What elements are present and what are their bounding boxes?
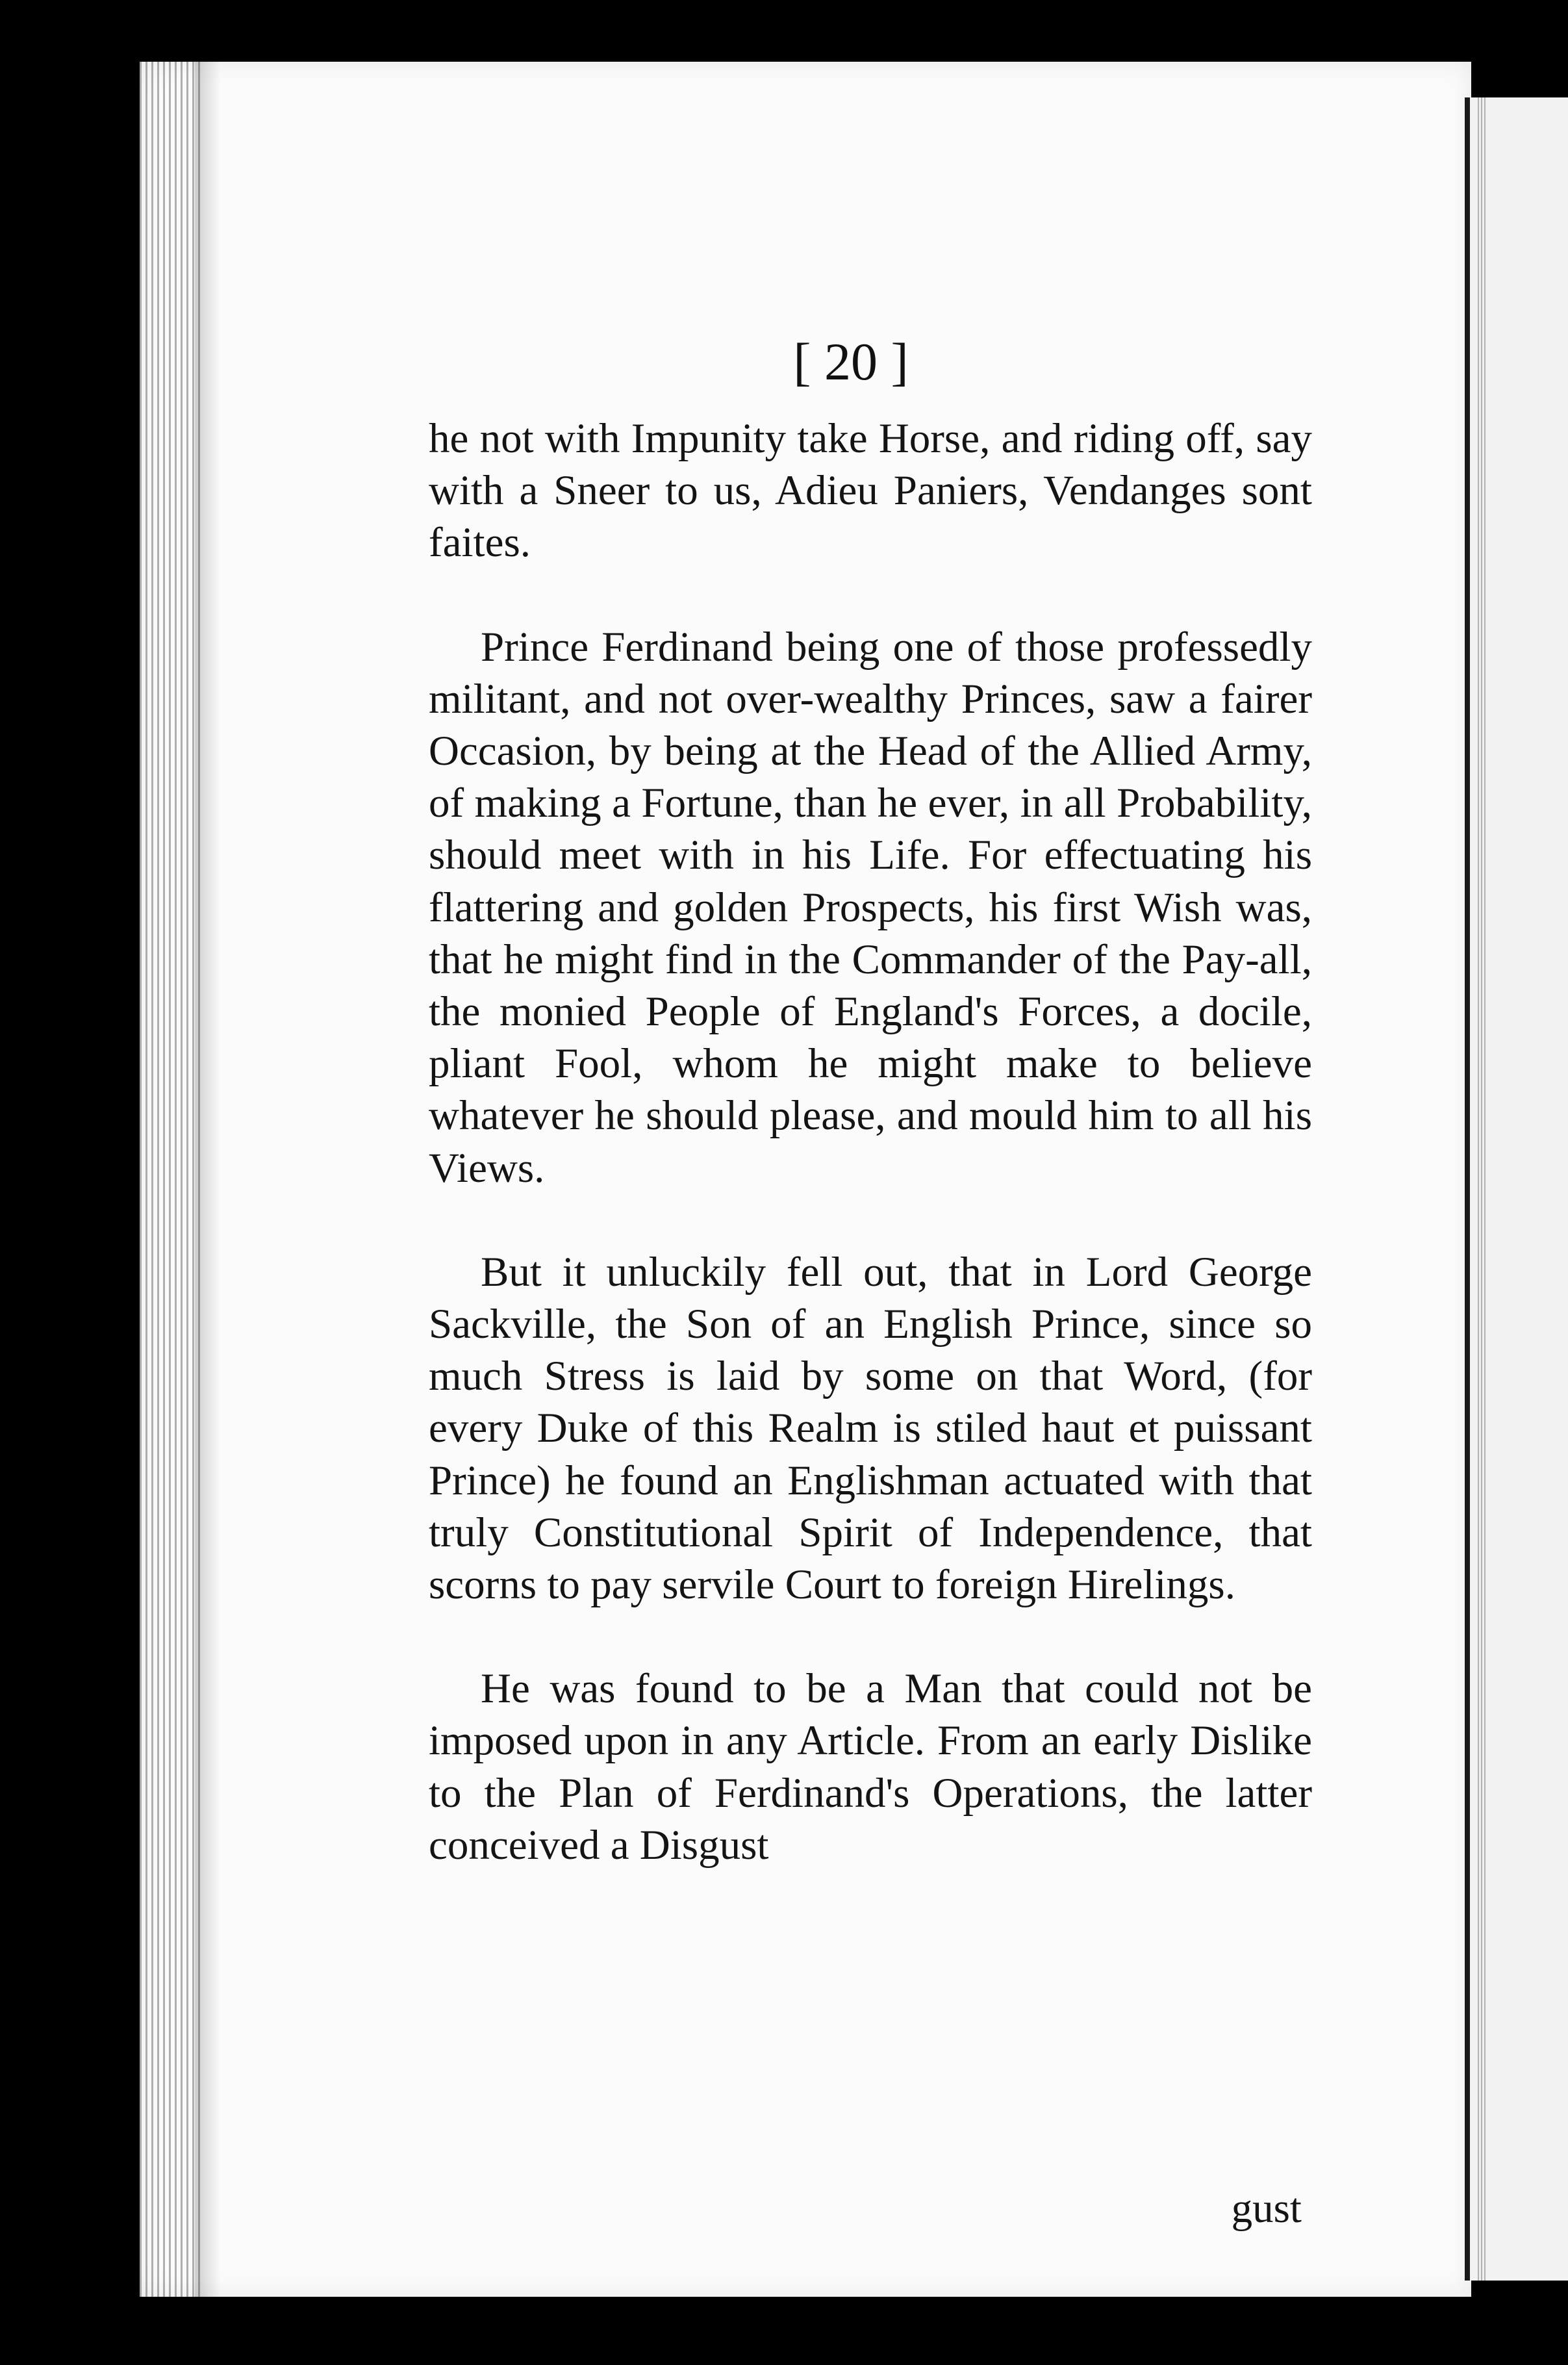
gutter-shadow [195,62,221,2297]
paragraph-1: he not with Impunity take Horse, and riding off, say with a Sneer to us, Adieu Paniers, Vendanges sont faites. [429,415,1312,567]
facing-page-fold [1478,97,1486,2281]
catchword: gust [1231,2185,1302,2232]
paragraph-4: He was found to be a Man that could not be imposed upon in any Article. From an early Dislike to the Plan of Ferdinand's Operations, the latter conceived a Disgust [429,1665,1312,1869]
page-number-header: [ 20 ] [793,332,909,391]
page-gutter [140,62,201,2297]
body-text [429,413,1312,1871]
paragraph-2: Prince Ferdinand being one of those professedly militant, and not over-wealthy Princes, saw a fairer Occasion, by being at the Head of the Allied Army, of making a Fortune, than he ever, in all Probability, should meet with in his Life. For effectuating his flattering and golden Prospects, his first Wish was, that he might find in the Commander of the Pay-all, the monied People of England's Forces, a docile, pliant Fool, whom he might make to believe whatever he should please, and mould him to all his Views. [429,623,1312,1192]
paragraph-3: But it unluckily fell out, that in Lord George Sackville, the Son of an English Prince, since so much Stress is laid by some on that Word, (for every Duke of this Realm is stiled haut et puissant Prince) he found an Englishman actuated with that truly Constitutional Spirit of Independence, that scorns to pay servile Court to foreign Hirelings. [429,1248,1312,1609]
